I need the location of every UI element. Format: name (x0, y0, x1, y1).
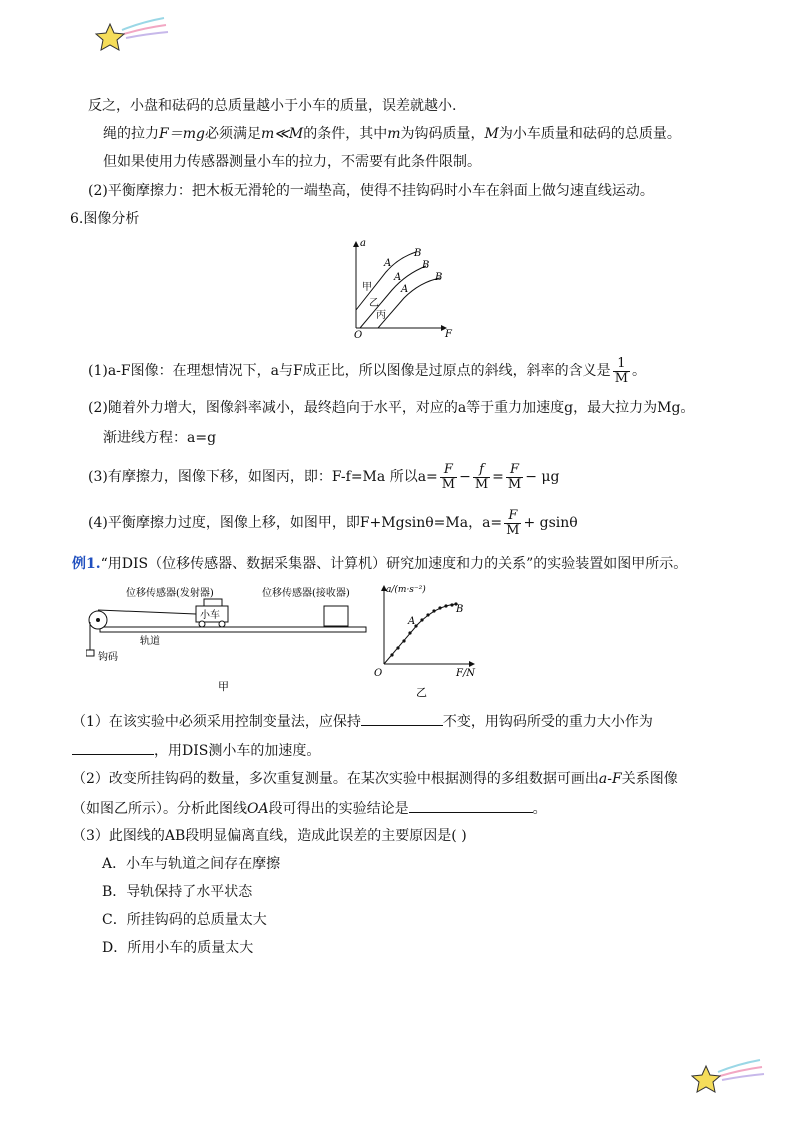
text-line: 反之，小盘和砝码的总质量越小于小车的质量，误差就越小. (88, 98, 457, 114)
weight-label: 钩码 (98, 652, 118, 663)
question-2 (72, 769, 678, 789)
track (100, 627, 366, 632)
cart-wheel (199, 621, 205, 627)
numerator: F (440, 463, 457, 478)
text-line-over-balanced (88, 508, 578, 538)
answer-blank[interactable] (361, 711, 443, 726)
example-line (72, 554, 687, 574)
question-2-cont (72, 798, 547, 819)
data-points (390, 602, 457, 656)
weight (86, 650, 94, 656)
example-text: “用DIS（位移传感器、数据采集器、计算机）研究加速度和力的关系”的实验装置如图甲所示。 (100, 556, 688, 572)
region-jia: 甲 (362, 282, 372, 293)
fraction (473, 463, 490, 492)
denominator: M (506, 522, 520, 538)
text-segment: 为小车质量和砝码的总质量。 (498, 126, 681, 142)
fraction (504, 509, 521, 538)
numerator: 1 (613, 357, 630, 372)
text-segment: (4)平衡摩擦力过度，图像上移，如图甲，即F+Mgsinθ=Ma，a= (88, 515, 503, 531)
af-experiment-graph (370, 580, 488, 700)
x-axis-label: F (445, 329, 452, 340)
numerator: F (504, 509, 521, 524)
label-b2: B (422, 260, 430, 271)
formula: m≪M (260, 126, 304, 142)
variable: m (387, 126, 401, 142)
cart-wheel (219, 621, 225, 627)
text-segment: 不变，用钩码所受的重力大小作为 (442, 714, 653, 730)
formula: F＝mg (159, 126, 205, 142)
text-segment: 关系图像 (621, 771, 678, 787)
text-segment: + gsinθ (523, 515, 578, 531)
receiver-label: 位移传感器(接收器) (262, 588, 350, 599)
text-segment: （1）在该实验中必须采用控制变量法，应保持 (72, 714, 361, 730)
y-axis-label: a (360, 238, 366, 249)
option-c[interactable]: C．所挂钩码的总质量太大 (102, 912, 267, 928)
text-segment: (1)a-F图像：在理想情况下，a与F成正比，所以图像是过原点的斜线，斜率的含义是 (88, 363, 611, 379)
star-decoration-top (92, 16, 172, 60)
region-bing: 丙 (376, 310, 386, 321)
star-decoration-bottom (688, 1058, 768, 1102)
question-1 (72, 711, 653, 732)
text-segment: − μg (525, 469, 560, 485)
section-heading: 6.图像分析 (70, 211, 140, 227)
text-line-friction (88, 462, 559, 492)
curve-bing (378, 278, 440, 328)
star-icon (692, 1066, 720, 1092)
fraction (506, 463, 523, 492)
text-line: (2)平衡摩擦力：把木板无滑轮的一端垫高，使得不挂钩码时小车在斜面上做匀速直线运动。 (88, 183, 654, 199)
pulley-center (96, 618, 100, 622)
figure-caption-jia: 甲 (218, 680, 229, 693)
text-line-rope-tension (103, 124, 681, 144)
text-segment: (3)有摩擦力，图像下移，如图丙，即：F-f=Ma 所以a= (88, 469, 438, 485)
fraction (613, 357, 630, 386)
text-segment: 绳的拉力 (103, 126, 159, 142)
operator: − (459, 469, 471, 485)
operator: = (492, 469, 504, 485)
text-segment: ，用DIS测小车的加速度。 (154, 743, 321, 759)
label-a3: A (401, 284, 409, 295)
label-b1: B (414, 248, 422, 259)
fraction (440, 463, 457, 492)
answer-blank[interactable] (409, 798, 533, 813)
text-line: 但如果使用力传感器测量小车的拉力，不需要有此条件限制。 (103, 154, 481, 170)
text-segment: 的条件，其中 (303, 126, 388, 142)
text-segment: 为钩码质量， (400, 126, 485, 142)
option-b[interactable]: B．导轨保持了水平状态 (102, 884, 253, 900)
origin-label: O (374, 668, 383, 679)
example-label: 例1. (72, 556, 101, 572)
text-segment: （如图乙所示）。分析此图线 (72, 801, 247, 817)
text-segment: 必须满足 (204, 126, 261, 142)
variable: OA (247, 801, 269, 817)
label-b3: B (435, 272, 443, 283)
text-segment: 段可得出的实验结论是 (268, 801, 409, 817)
x-axis-label: F/N (456, 668, 476, 679)
denominator: M (474, 476, 489, 492)
option-d[interactable]: D．所用小车的质量太大 (102, 940, 254, 956)
formula: a-F (598, 771, 622, 787)
denominator: M (614, 370, 628, 386)
star-icon (96, 24, 124, 50)
apparatus-diagram (86, 582, 376, 694)
text-segment: （2）改变所挂钩码的数量，多次重复测量。在某次实验中根据测得的多组数据可画出 (72, 771, 599, 787)
region-yi: 乙 (369, 298, 379, 309)
text-line-af-ideal (88, 356, 646, 386)
denominator: M (441, 476, 456, 492)
label-a2: A (394, 272, 402, 283)
y-axis-label: a/(m·s⁻²) (386, 585, 426, 595)
sender-label: 位移传感器(发射器) (126, 588, 214, 599)
cart-label: 小车 (200, 610, 220, 621)
denominator: M (507, 476, 522, 492)
question-3: （3）此图线的AB段明显偏离直线，造成此误差的主要原因是( ) (72, 828, 467, 844)
text-line: (2)随着外力增大，图像斜率减小，最终趋向于水平，对应的a等于重力加速度g，最大拉力为Mg。 (88, 400, 695, 416)
text-line: 渐进线方程：a=g (103, 430, 217, 446)
answer-blank[interactable] (72, 740, 154, 755)
text-segment: 。 (532, 801, 547, 817)
string (98, 610, 196, 614)
option-a[interactable]: A．小车与轨道之间存在摩擦 (102, 856, 281, 872)
data-curve (384, 604, 456, 664)
figure-caption-yi: 乙 (416, 686, 427, 699)
point-b-label: B (456, 604, 464, 615)
origin-label: O (354, 330, 363, 341)
variable: M (484, 126, 499, 142)
numerator: f (473, 463, 490, 478)
point-a-label: A (408, 616, 416, 627)
curve-yi (360, 266, 426, 328)
receiver-box (324, 606, 348, 626)
text-segment: 。 (632, 363, 646, 379)
af-graph-analysis (346, 236, 458, 344)
question-1-cont (72, 740, 320, 761)
label-a1: A (384, 258, 392, 269)
numerator: F (506, 463, 523, 478)
track-label: 轨道 (140, 636, 160, 647)
